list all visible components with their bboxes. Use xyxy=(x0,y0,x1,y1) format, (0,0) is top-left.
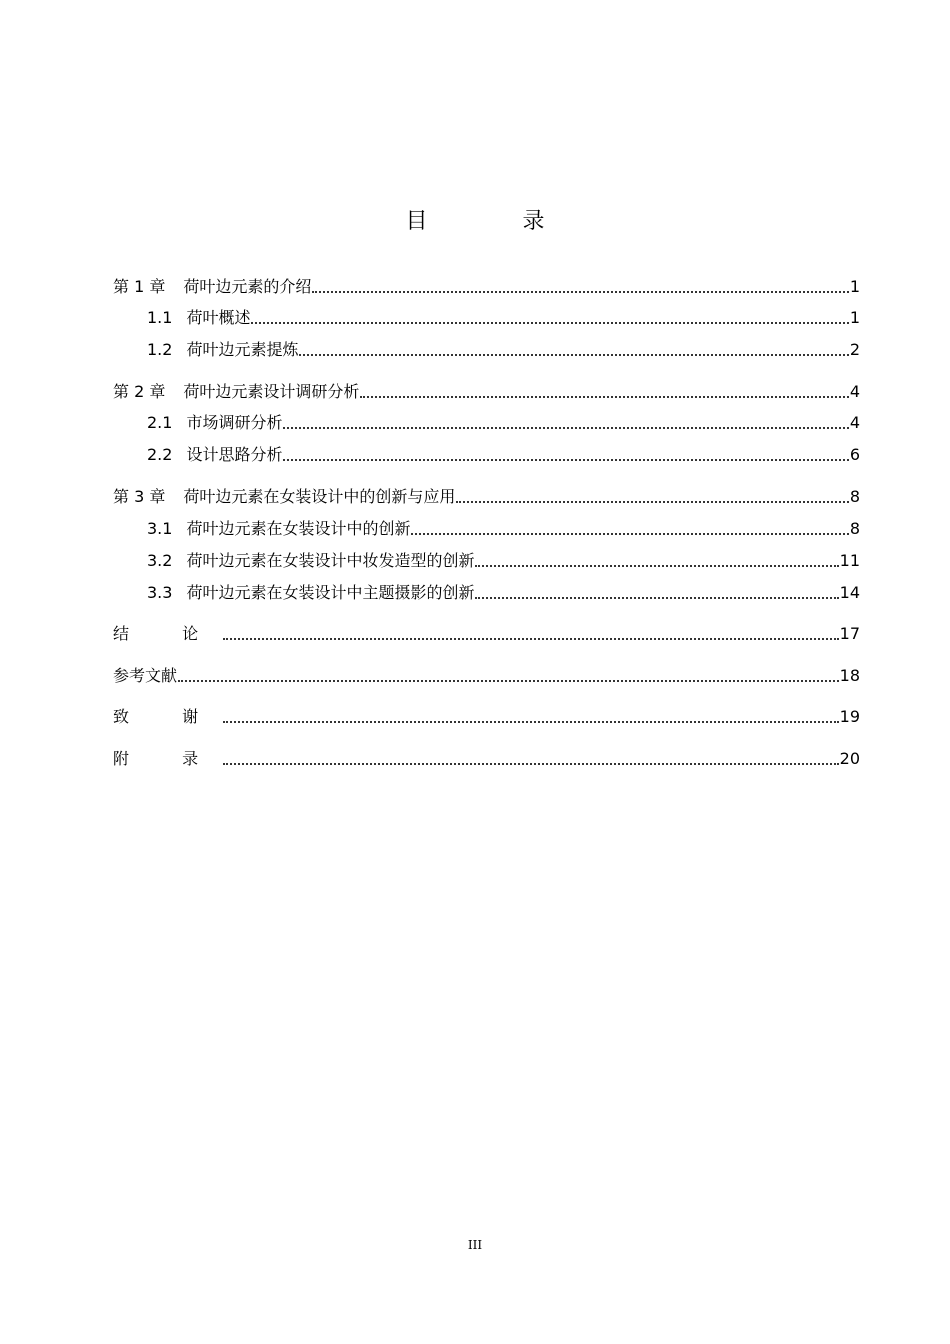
toc-leader-dots xyxy=(475,564,838,567)
toc-entry-chapter-1[interactable] xyxy=(113,274,860,298)
toc-entry-section-1-1[interactable] xyxy=(147,305,860,329)
toc-entry-page: 8 xyxy=(849,487,860,506)
toc-leader-dots xyxy=(475,596,838,599)
toc-entry-title: 荷叶边元素提炼 xyxy=(186,340,299,359)
toc-entry-title: 市场调研分析 xyxy=(186,413,283,432)
toc-entry-prefix: 3.1 xyxy=(147,519,173,538)
toc-entry-page: 1 xyxy=(849,308,860,327)
toc-entry-prefix: 1.1 xyxy=(147,308,173,327)
toc-entry-prefix: 第 3 章 xyxy=(113,487,166,506)
toc-entry-page: 19 xyxy=(839,707,860,726)
toc-entry-prefix: 2.2 xyxy=(147,445,173,464)
toc-entry-title: 荷叶边元素设计调研分析 xyxy=(183,382,360,401)
toc-entry-title: 附 录 xyxy=(113,749,223,768)
page-title: 目 录 xyxy=(405,209,589,234)
toc-entry-title: 结 论 xyxy=(113,624,223,643)
toc-leader-dots xyxy=(411,532,848,535)
toc-entry-references[interactable] xyxy=(113,663,860,687)
toc-entry-acknowledgements[interactable] xyxy=(113,704,860,728)
toc-entry-page: 14 xyxy=(839,583,860,602)
toc-leader-dots xyxy=(223,637,839,640)
toc-entry-prefix: 第 1 章 xyxy=(113,277,166,296)
toc-entry-section-2-2[interactable] xyxy=(147,442,860,466)
toc-leader-dots xyxy=(299,353,848,356)
toc-entry-title: 荷叶边元素在女装设计中主题摄影的创新 xyxy=(186,583,475,602)
toc-leader-dots xyxy=(178,679,839,682)
toc-entry-title: 荷叶概述 xyxy=(186,308,251,327)
toc-entry-prefix: 第 2 章 xyxy=(113,382,166,401)
toc-entry-title: 设计思路分析 xyxy=(186,445,283,464)
toc-entry-appendix[interactable] xyxy=(113,746,860,770)
toc-entry-page: 17 xyxy=(839,624,860,643)
toc-entry-conclusion[interactable] xyxy=(113,621,860,645)
toc-leader-dots xyxy=(456,500,848,503)
toc-entry-chapter-3[interactable] xyxy=(113,484,860,508)
toc-entry-chapter-2[interactable] xyxy=(113,379,860,403)
page-number-footer: III xyxy=(467,1238,483,1252)
toc-leader-dots xyxy=(223,720,839,723)
toc-entry-title: 荷叶边元素在女装设计中的创新 xyxy=(186,519,411,538)
toc-entry-section-2-1[interactable] xyxy=(147,410,860,434)
toc-entry-title: 荷叶边元素在女装设计中妆发造型的创新 xyxy=(186,551,475,570)
toc-entry-title: 荷叶边元素在女装设计中的创新与应用 xyxy=(183,487,456,506)
toc-leader-dots xyxy=(360,395,848,398)
toc-entry-prefix: 2.1 xyxy=(147,413,173,432)
toc-entry-section-1-2[interactable] xyxy=(147,337,860,361)
toc-entry-prefix: 3.2 xyxy=(147,551,173,570)
toc-entry-page: 1 xyxy=(849,277,860,296)
toc-entry-prefix: 1.2 xyxy=(147,340,173,359)
toc-leader-dots xyxy=(283,458,848,461)
toc-entry-title: 参考文献 xyxy=(113,666,178,685)
toc-leader-dots xyxy=(283,426,848,429)
toc-entry-section-3-2[interactable] xyxy=(147,548,860,572)
toc-leader-dots xyxy=(312,290,848,293)
toc-entry-section-3-3[interactable] xyxy=(147,580,860,604)
toc-entry-page: 20 xyxy=(839,749,860,768)
toc-leader-dots xyxy=(251,321,848,324)
toc-entry-title: 致 谢 xyxy=(113,707,223,726)
toc-entry-page: 8 xyxy=(849,519,860,538)
toc-entry-page: 4 xyxy=(849,413,860,432)
toc-entry-page: 11 xyxy=(839,551,860,570)
toc-entry-page: 2 xyxy=(849,340,860,359)
toc-leader-dots xyxy=(223,762,839,765)
toc-entry-section-3-1[interactable] xyxy=(147,516,860,540)
toc-entry-prefix: 3.3 xyxy=(147,583,173,602)
toc-entry-page: 4 xyxy=(849,382,860,401)
toc-entry-page: 18 xyxy=(839,666,860,685)
toc-entry-title: 荷叶边元素的介绍 xyxy=(183,277,312,296)
toc-entry-page: 6 xyxy=(849,445,860,464)
